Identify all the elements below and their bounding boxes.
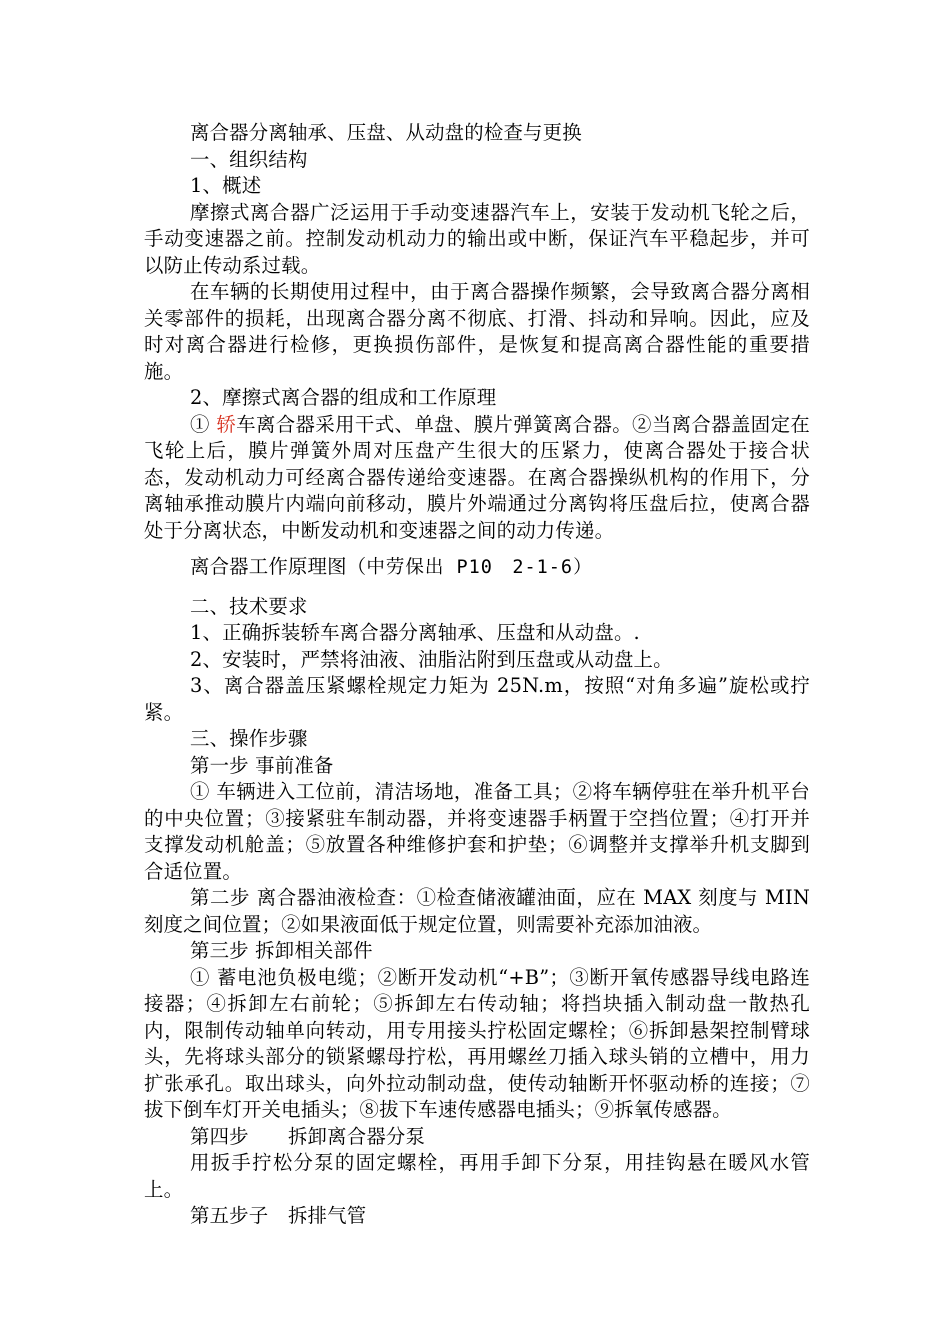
- subsection-heading-overview: 1、概述: [190, 174, 262, 197]
- principle-text: 车离合器采用干式、单盘、膜片弹簧离合器。②当离合器盖固定在飞轮上后，膜片弹簧外周对压盘产生很大的压紧力，使离合器处于接合状态，发动机动力可经离合器传递给变速器。在离合器操纵机构的作用下，分离轴承推动膜片内端向前移动，膜片外端通过分离钩将压盘后拉，使离合器处于分离状态，中断发动机和变速器之间的动力传递。: [144, 412, 810, 542]
- step-1-body: ① 车辆进入工位前，清洁场地，准备工具；②将车辆停驻在举升机平台的中央位置；③接紧驻车制动器，并将变速器手柄置于空挡位置；④打开并支撑发动机舱盖；⑤放置各种维修护套和护垫；⑥调整并支撑举升机支脚到合适位置。: [144, 780, 810, 883]
- step-4-title: 第四步 拆卸离合器分泵: [190, 1124, 426, 1148]
- paragraph-principle: [144, 412, 810, 545]
- section-heading-2: 二、技术要求: [190, 594, 308, 618]
- step-4-body: 用扳手拧松分泵的固定螺栓，再用手卸下分泵，用挂钩悬在暖风水管上。: [144, 1151, 810, 1201]
- requirement-2: 2、安装时，严禁将油液、油脂沾附到压盘或从动盘上。: [190, 647, 673, 671]
- section-heading-1: 一、组织结构: [190, 147, 308, 171]
- figure-caption: [144, 554, 810, 582]
- document-title: 离合器分离轴承、压盘、从动盘的检查与更换: [190, 121, 582, 144]
- step-3-title: 第三步 拆卸相关部件: [190, 939, 373, 962]
- step-2: 第二步 离合器油液检查：①检查储液罐油面，应在 MAX 刻度与 MIN 刻度之间位置；②如果液面低于规定位置，则需要补充添加油液。: [144, 886, 810, 936]
- document-page: [144, 120, 810, 1230]
- paragraph-overview-2: 在车辆的长期使用过程中，由于离合器操作频繁，会导致离合器分离相关零部件的损耗，出现离合器分离不彻底、打滑、抖动和异响。因此，应及时对离合器进行检修，更换损伤部件，是恢复和提高离合器性能的重要措施。: [144, 280, 810, 383]
- step-5-title: 第五步子 拆排气管: [190, 1204, 367, 1227]
- figure-caption-source: 中劳保出 P10 2-1-6）: [366, 557, 593, 578]
- subsection-heading-principle: 2、摩擦式离合器的组成和工作原理: [190, 386, 497, 409]
- requirement-3: 3、离合器盖压紧螺栓规定力矩为 25N.m，按照“对角多遍”旋松或拧紧。: [144, 674, 810, 724]
- step-3-body: ① 蓄电池负极电缆；②断开发动机“+B”；③断开氧传感器导线电路连接器；④拆卸左右前轮；⑤拆卸左右传动轴；将挡块插入制动盘一散热孔内，限制传动轴单向转动，用专用接头拧松固定螺栓；⑥拆卸悬架控制臂球头，先将球头部分的锁紧螺母拧松，再用螺丝刀插入球头销的立槽中，用力扩张承孔。取出球头，向外拉动制动盘，使传动轴断开怀驱动桥的连接；⑦拔下倒车灯开关电插头；⑧拔下车速传感器电插头；⑨拆氧传感器。: [144, 965, 810, 1121]
- paragraph-overview-1: 摩擦式离合器广泛运用于手动变速器汽车上，安装于发动机飞轮之后，手动变速器之前。控制发动机动力的输出或中断，保证汽车平稳起步，并可以防止传动系过载。: [144, 200, 810, 277]
- highlighted-character: 轿: [216, 412, 237, 436]
- step-1-title: 第一步 事前准备: [190, 753, 334, 777]
- figure-caption-label: 离合器工作原理图（: [190, 555, 367, 578]
- requirement-1: 1、正确拆装轿车离合器分离轴承、压盘和从动盘。.: [190, 621, 640, 644]
- section-heading-3: 三、操作步骤: [190, 727, 308, 750]
- principle-marker: ①: [190, 412, 210, 436]
